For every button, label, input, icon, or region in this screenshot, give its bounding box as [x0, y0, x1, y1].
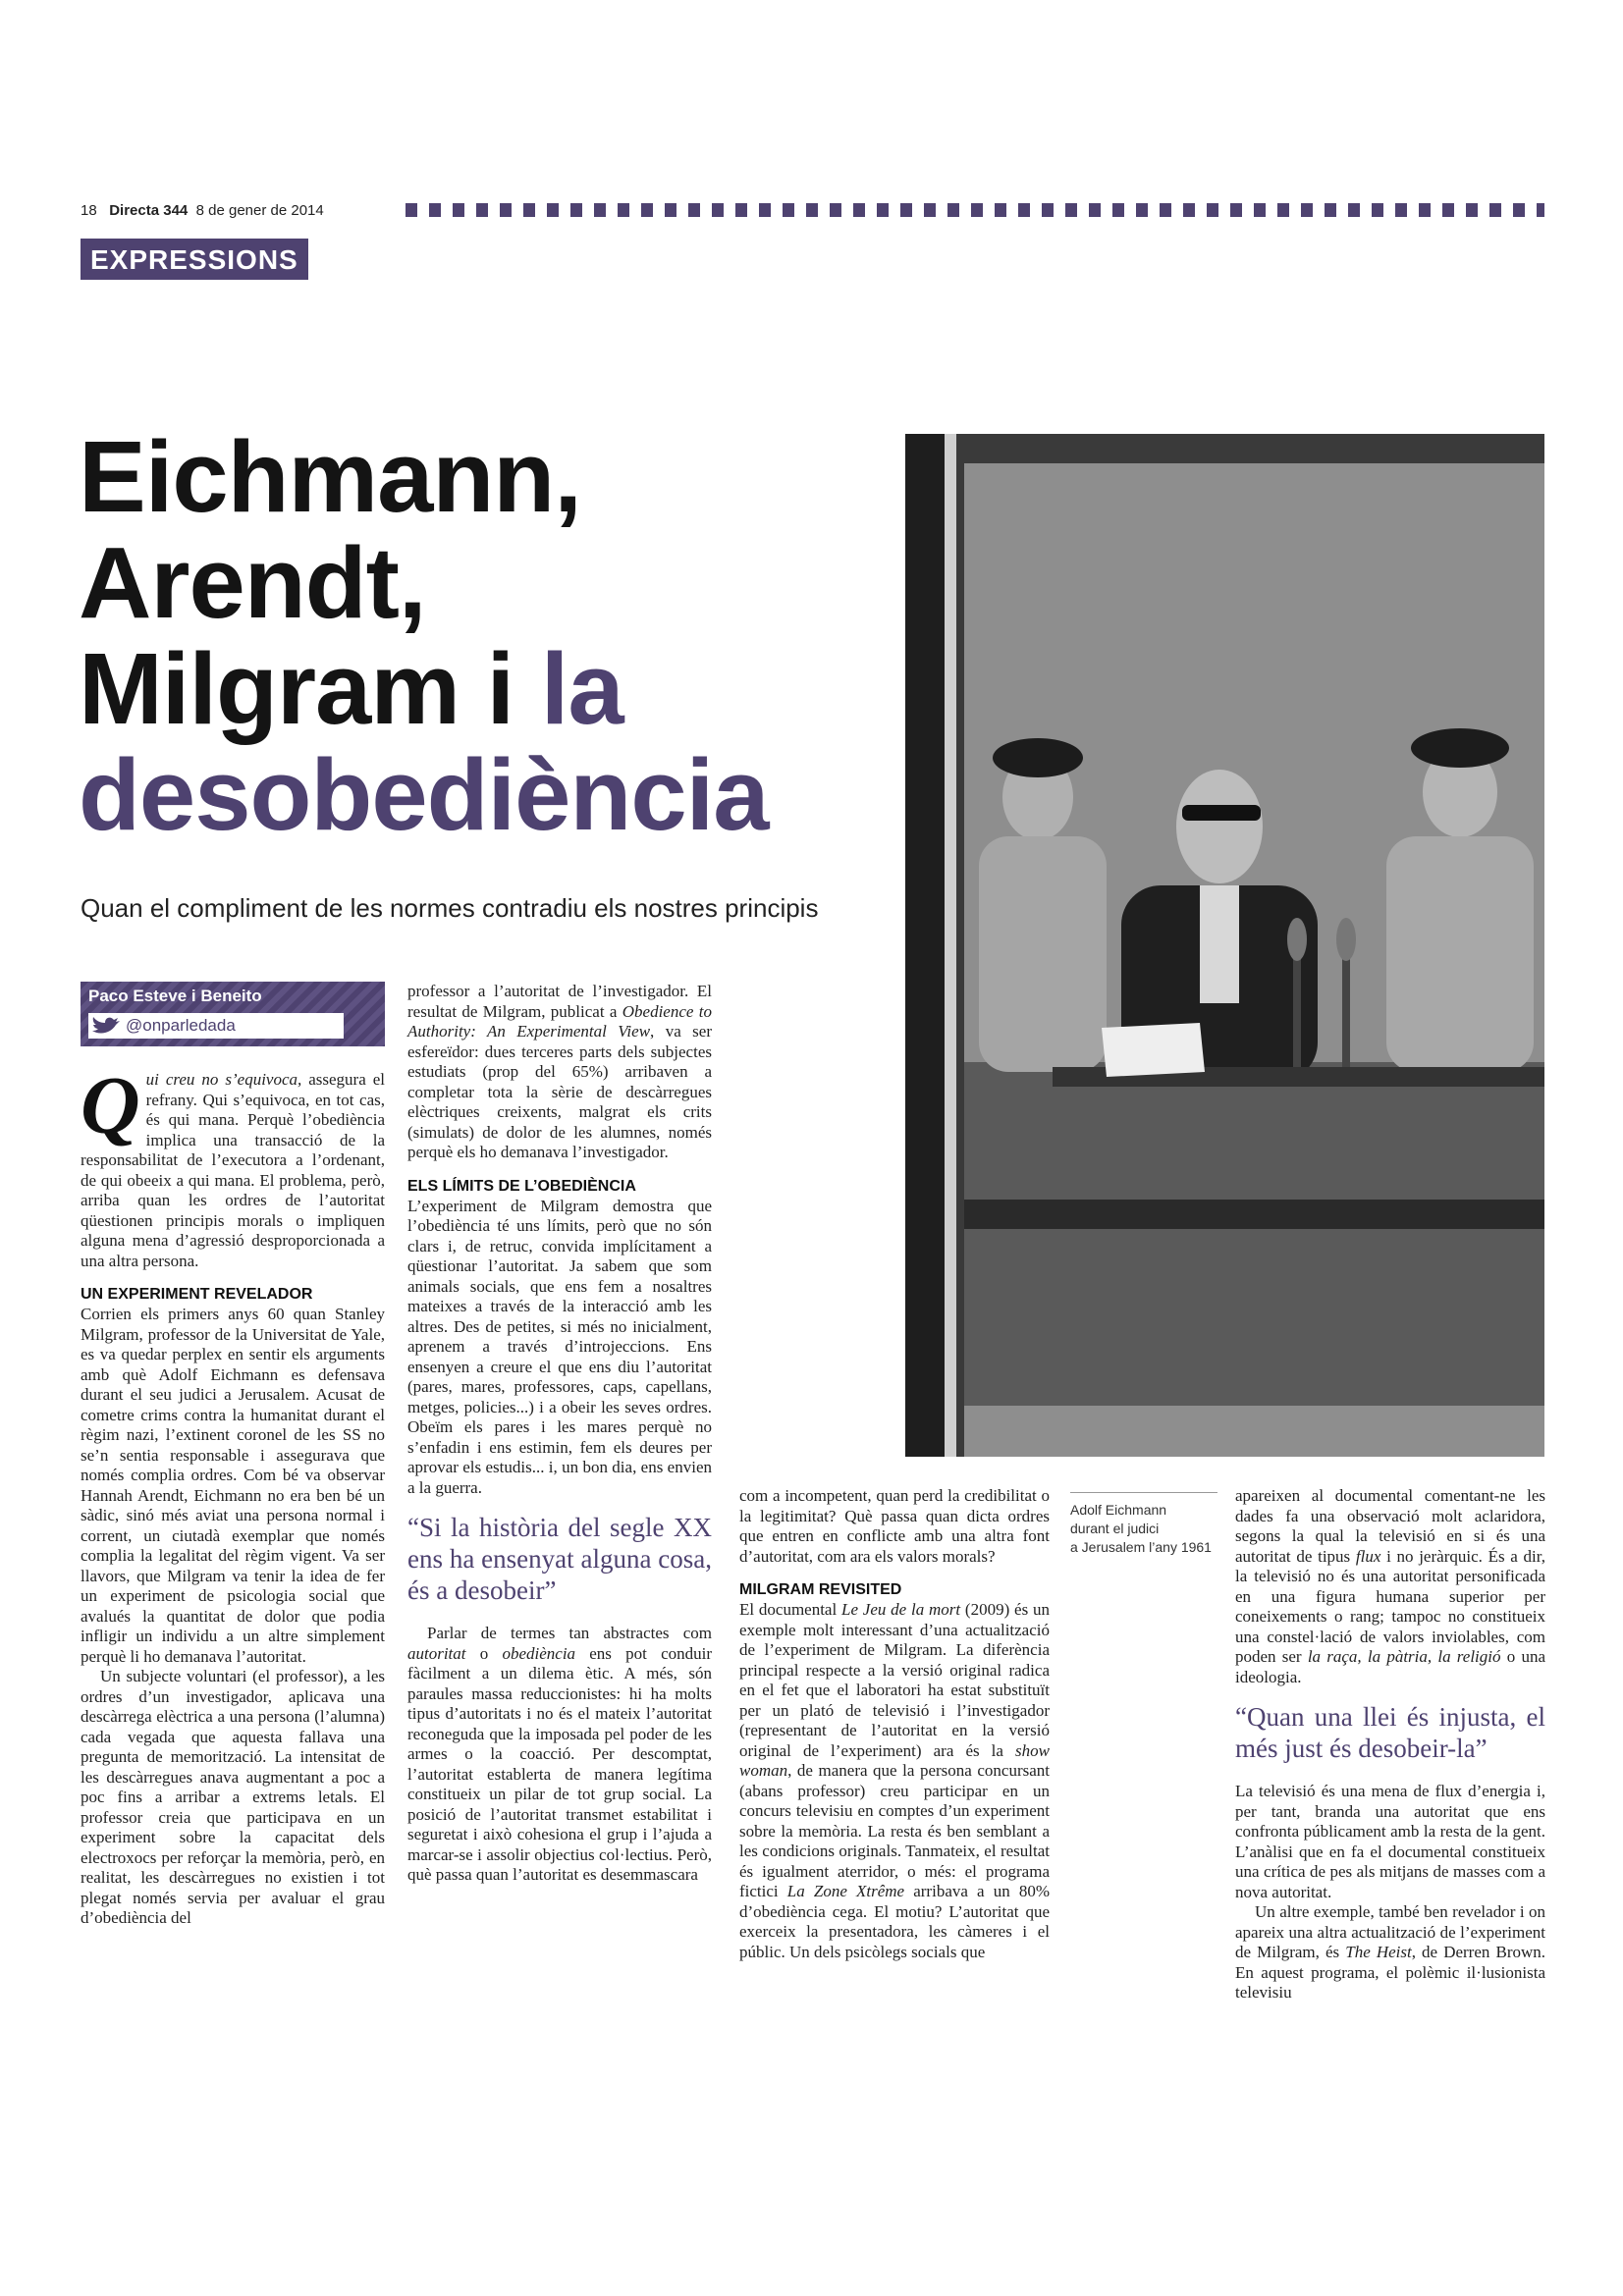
col3-p2a: El documental [739, 1600, 841, 1619]
col3-p2-i2: show woman [739, 1740, 1050, 1780]
show-title: The Heist [1345, 1943, 1412, 1961]
section-tag: EXPRESSIONS [81, 239, 308, 280]
column-3 [739, 1486, 1050, 1962]
col1-p1-italic: ui creu no s’equivoca, [145, 1070, 302, 1089]
headline-line-4: desobediència [79, 738, 769, 851]
photo-caption [1070, 1492, 1217, 1557]
caption-line-2: durant el judici [1070, 1521, 1160, 1536]
caption-line-1: Adolf Eichmann [1070, 1502, 1167, 1518]
col4-p1-i1: flux [1355, 1546, 1381, 1566]
subhead-experiment: UN EXPERIMENT REVELADOR [81, 1286, 313, 1303]
col1-p1: assegura el refrany. Qui s’equivoca, en tot cas, és qui mana. Perquè l’obediència implica una transacció de la responsabilitat de l’executora a l’ordenant, de qui obeeix a qui mana. El problema, però, arriba quan les ordres de l’autoritat qüestionen principis morals o impliquen alguna mena d’agressió desproporcionada a una altra persona. [81, 1070, 385, 1270]
header-dotted-rule [406, 203, 1544, 217]
col3-p2d: arribava a un 80% d’obediència cega. El motiu? L’autoritat que exerceix la presentadora, les càmeres i el públic. Un dels psicòlegs socials que [739, 1882, 1050, 1961]
col4-p3a: Un altre exemple, també ben revelador i on apareix una altra actualització de l’experiment de Milgram, és [1235, 1902, 1545, 1961]
program-title: La Zone Xtrême [786, 1882, 905, 1900]
author-name: Paco Esteve i Beneito [88, 987, 262, 1005]
book-title: Obedience to Authority: An Experimental View [407, 1001, 712, 1041]
documentary-title: Le Jeu de la mort [841, 1600, 961, 1619]
subhead-milgram-revisited: MILGRAM REVISITED [739, 1581, 902, 1598]
col3-p2b: (2009) és un exemple molt interessant d’una actualització de l’experiment de Milgram. La diferència principal respecte a la versió original radica en el fet que el laboratori ha estat substituït per un plató de televisió i l’investigador (representant de l’autoritat en la versió original de l’experiment) ara és la [739, 1600, 1050, 1760]
eichmann-trial-photo [905, 434, 1544, 1457]
headline-line-3 [79, 632, 903, 745]
headline-line-1: Eichmann, [79, 420, 581, 533]
drop-cap: Q [81, 1060, 140, 1151]
headline [79, 420, 903, 851]
issue-date: 8 de gener de 2014 [195, 202, 324, 219]
col2-p1b: , va ser esfereïdor: dues terceres parts dels subjectes estudiats (prop del 65%) arribaven a completar tota la sèrie de descàrregues elèctriques creixents, malgrat els crits (simulats) de dolor de les alumnes, només perquè els ho demanava l’investigador. [407, 1022, 712, 1161]
twitter-handle[interactable]: @onparledada [126, 1016, 236, 1035]
byline-box [81, 982, 385, 1046]
col4-p1a: apareixen al documental comentant-ne les dades fa una observació molt aclaridora, segons la qual la televisió en si és una autoritat de tipus [1235, 1486, 1545, 1566]
col1-p2: Corrien els primers anys 60 quan Stanley Milgram, professor de la Universitat de Yale, es va quedar perplex en sentir els arguments amb què Adolf Eichmann es defensava durant el seu judici a Jerusalem. Acusat de cometre crims contra la humanitat durant el règim nazi, l’extinent coronel de les SS no se’n sentia responsable i assegurava que només complia ordres. Com bé va observar Hannah Arendt, Eichmann no era ben bé un sàdic, sinó més aviat una persona normal i corrent, un ciutadà exemplar que només complia la legalitat del règim vigent. Va ser llavors, que Milgram va tenir la idea de fer un experiment de psicologia social que avalués la quantitat de dolor que podia infligir un individu a un altre simplement perquè li ho demanava l’autoritat. [81, 1305, 385, 1666]
pull-quote-2: “Quan una llei és injusta, el més just és desobeir-la” [1235, 1702, 1545, 1763]
caption-line-3: a Jerusalem l’any 1961 [1070, 1539, 1212, 1555]
headline-line-3a: Milgram i [79, 632, 541, 745]
col2-p3a: Parlar de termes tan abstractes com [427, 1624, 712, 1642]
col2-p3-i2: obediència [502, 1643, 576, 1663]
col4-p1c: o una ideologia. [1235, 1647, 1546, 1686]
col2-p3-i1: autoritat [407, 1643, 466, 1663]
trial-photo [905, 434, 1544, 1457]
page-number: 18 [81, 202, 97, 219]
column-4 [1235, 1486, 1545, 2003]
page-header [81, 202, 324, 219]
subhead-limits: ELS LÍMITS DE L’OBEDIÈNCIA [407, 1177, 636, 1195]
column-1 [81, 1060, 385, 1929]
col4-p3b: , de Derren Brown. En aquest programa, el polèmic il·lusionista televisiu [1235, 1943, 1546, 2002]
subtitle: Quan el compliment de les normes contradiu els nostres principis [81, 893, 819, 923]
col2-p2: L’experiment de Milgram demostra que l’obediència té uns límits, però que no són clars i, de retruc, convida implícitament a qüestionar l’autoritat. Ja sabem que som animals socials, que ens fem a nosaltres mateixes a través de la interacció amb les altres. Des de petites, si més no inicialment, aprenem a través d’introjeccions. Ens ensenyen a creure el que ens diu l’autoritat (pares, mares, professores, caps, capellans, metges, policies...) i a obeir les seves ordres. Obeïm els pares i les mares perquè no s’enfadin i ens estimin, fem els deures per aprovar els estudis... i, un bon dia, ens envien a la guerra. [407, 1196, 712, 1497]
publication-name: Directa 344 [109, 202, 189, 219]
col2-p1a: professor a l’autoritat de l’investigador. El resultat de Milgram, publicat a [407, 982, 712, 1021]
col4-p1-i2: la raça, la pàtria, la religió [1307, 1647, 1501, 1666]
col2-p3c: ens pot conduir fàcilment a un dilema ètic. A més, són paraules massa reduccionistes: hi ha molts tipus d’autoritats i no és el mateix l’autoritat reconeguda que la imposada pel poder de les armes o la coacció. Per descomptat, l’autoritat establerta de manera legítima constitueix un pilar de tot grup social. La posició de l’autoritat transmet estabilitat i seguretat i això cohesiona el grup i l’ajuda a marcar-se i assolir objectius col·lectius. Però, què passa quan l’autoritat es desemmascara [407, 1643, 712, 1884]
col4-p1b: i no jeràrquic. És a dir, la televisió no és una autoritat personificada en una figura humana superior per coneixements o rang; tampoc no constitueix una constel·lació de valors inviolables, com poden ser [1235, 1546, 1545, 1666]
column-2 [407, 982, 712, 1886]
col1-p3: Un subjecte voluntari (el professor), a les ordres d’un investigador, aplicava una descàrrega elèctrica a una persona (l’alumna) cada vegada que aquesta fallava una pregunta de memorització. La intensitat de les descàrregues anava augmentant a poc a poc fins a arribar a extrems letals. El professor creia que participava en un experiment sobre la capacitat dels electroxocs per reforçar la memòria, però, en realitat, les descàrregues no existien i tot plegat només servia per avaluar el grau d’obediència del [81, 1667, 385, 1927]
col2-p3b: o [465, 1643, 503, 1663]
col4-p2: La televisió és una mena de flux d’energia i, per tant, branda una autoritat que ens confronta públicament amb la resta de la gent. L’anàlisi que en fa el documental constitueix una crítica de pes als mitjans de masses com a nova autoritat. [1235, 1782, 1545, 1901]
twitter-bird-icon [90, 1015, 122, 1037]
pull-quote-1: “Si la història del segle XX ens ha ensenyat alguna cosa, és a desobeir” [407, 1513, 712, 1605]
col3-p2c: , de manera que la persona concursant (abans professor) creu participar en un concurs televisiu en comptes d’un experiment sobre la memòria. La resta és ben semblant a les condicions originals. Tanmateix, el resultat és igualment aterridor, o més: el programa fictici [739, 1761, 1050, 1900]
twitter-handle-box[interactable] [88, 1013, 344, 1039]
headline-line-3b: la [540, 632, 623, 745]
headline-line-2: Arendt, [79, 526, 426, 639]
col3-p1: com a incompetent, quan perd la credibilitat o la legitimitat? Què passa quan dicta ordres que entren en conflicte amb una altra font d’autoritat, com ara els valors morals? [739, 1486, 1050, 1566]
